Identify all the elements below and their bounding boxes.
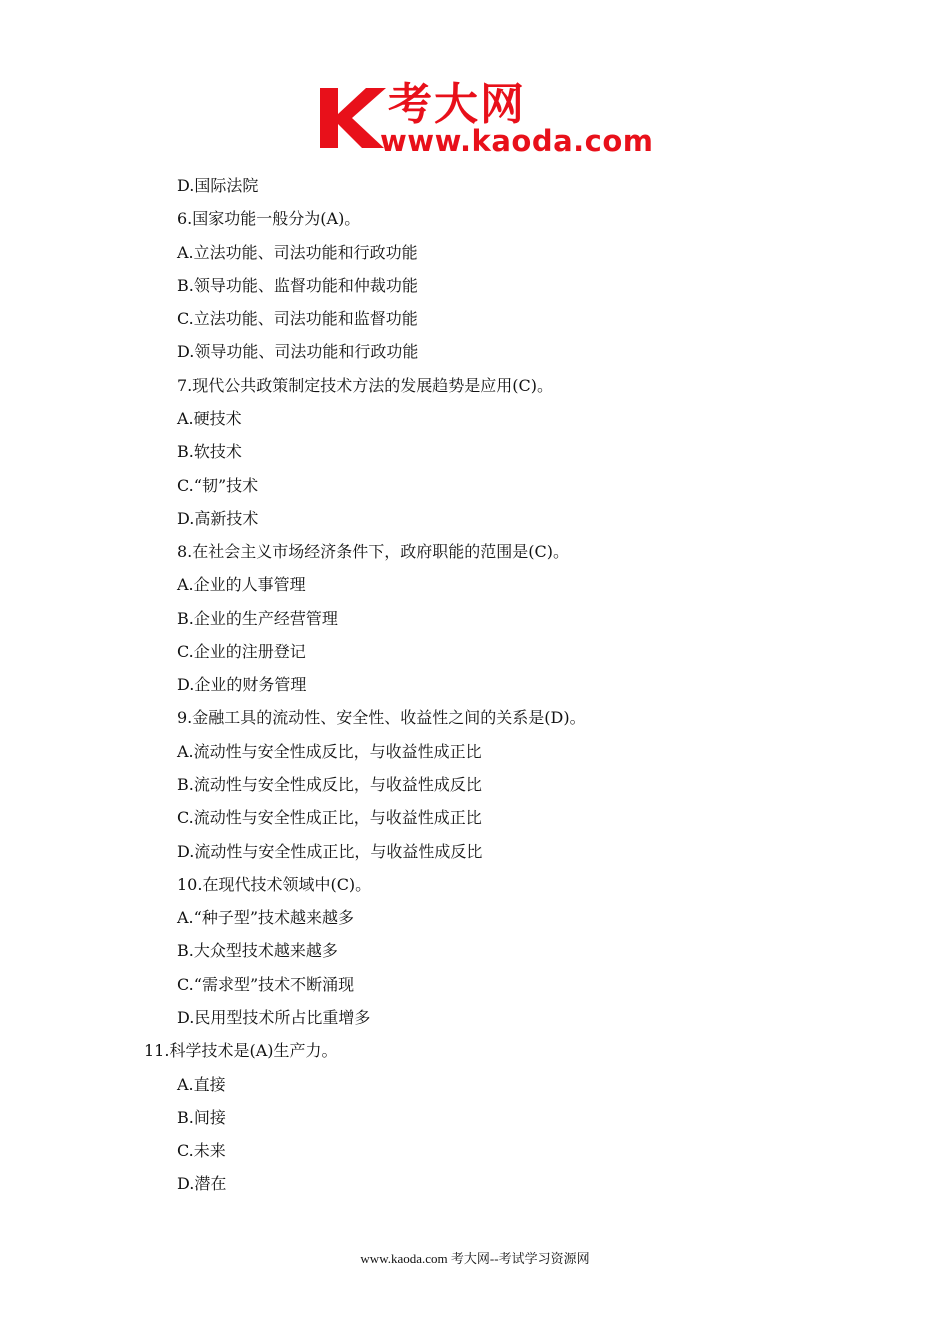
k-logo-icon <box>318 84 388 150</box>
option-line: B.间接 <box>177 1108 226 1127</box>
question-line: 6.国家功能一般分为(A)。 <box>177 209 361 228</box>
option-line: A.企业的人事管理 <box>177 575 306 594</box>
option-line: B.软技术 <box>177 442 242 461</box>
option-line: A.直接 <box>177 1075 226 1094</box>
option-line: D.企业的财务管理 <box>177 675 307 694</box>
option-line: D.国际法院 <box>177 176 259 195</box>
question-line: 11.科学技术是(A)生产力。 <box>144 1041 338 1060</box>
option-line: A.“种子型”技术越来越多 <box>177 908 355 927</box>
logo-url-text: www.kaoda.com <box>380 124 654 158</box>
option-line: A.立法功能、司法功能和行政功能 <box>177 243 418 262</box>
option-line: C.企业的注册登记 <box>177 642 306 661</box>
page-footer: www.kaoda.com 考大网--考试学习资源网 <box>360 1251 590 1266</box>
option-line: C.“韧”技术 <box>177 476 259 495</box>
option-line: D.民用型技术所占比重增多 <box>177 1008 371 1027</box>
option-line: B.大众型技术越来越多 <box>177 941 338 960</box>
option-line: C.“需求型”技术不断涌现 <box>177 975 355 994</box>
question-line: 7.现代公共政策制定技术方法的发展趋势是应用(C)。 <box>177 376 553 395</box>
kaoda-logo <box>318 79 654 160</box>
option-line: B.流动性与安全性成反比，与收益性成反比 <box>177 775 482 794</box>
option-line: C.流动性与安全性成正比，与收益性成正比 <box>177 808 482 827</box>
option-line: B.领导功能、监督功能和仲裁功能 <box>177 276 418 295</box>
logo-brand-text: 考大网 <box>388 79 526 130</box>
option-line: C.立法功能、司法功能和监督功能 <box>177 309 418 328</box>
option-line: D.潜在 <box>177 1174 227 1193</box>
question-line: 10.在现代技术领域中(C)。 <box>177 875 372 894</box>
option-line: A.流动性与安全性成反比，与收益性成正比 <box>177 742 482 761</box>
option-line: B.企业的生产经营管理 <box>177 609 338 628</box>
option-line: D.高新技术 <box>177 509 259 528</box>
question-line: 9.金融工具的流动性、安全性、收益性之间的关系是(D)。 <box>177 708 586 727</box>
question-line: 8.在社会主义市场经济条件下，政府职能的范围是(C)。 <box>177 542 569 561</box>
option-line: D.流动性与安全性成正比，与收益性成反比 <box>177 842 483 861</box>
option-line: A.硬技术 <box>177 409 242 428</box>
option-line: D.领导功能、司法功能和行政功能 <box>177 342 419 361</box>
option-line: C.未来 <box>177 1141 226 1160</box>
